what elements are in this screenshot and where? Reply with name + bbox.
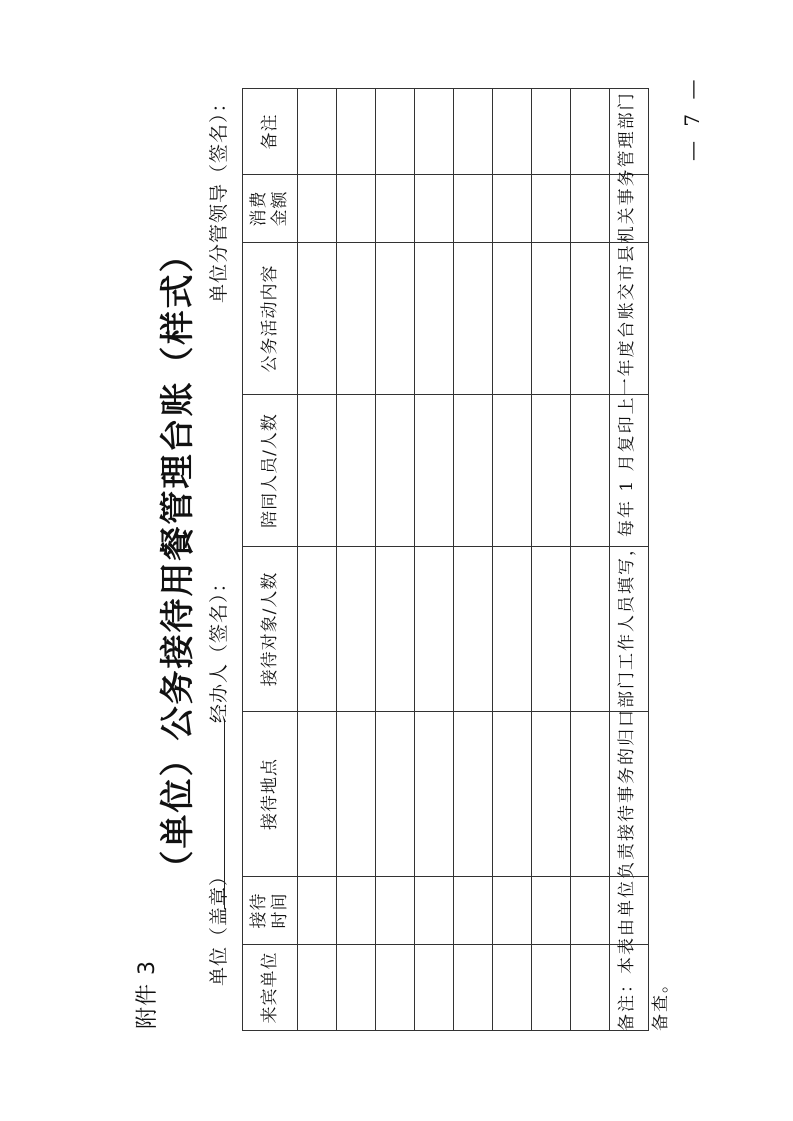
table-cell[interactable] [532,395,571,547]
table-cell[interactable] [337,175,376,243]
table-row [532,89,571,1031]
table-cell[interactable] [337,89,376,175]
table-cell[interactable] [532,547,571,712]
table-cell[interactable] [337,945,376,1031]
attachment-label: 附件 3 [135,960,160,1029]
table-cell[interactable] [337,712,376,877]
header-accompany-count: 陪同人员/人数 [243,395,298,547]
table-cell[interactable] [493,547,532,712]
table-cell[interactable] [571,945,610,1031]
table-cell[interactable] [454,547,493,712]
table-cell[interactable] [376,175,415,243]
table-cell[interactable] [298,877,337,945]
header-remarks: 备注 [243,89,298,175]
table-cell[interactable] [376,243,415,395]
table-cell[interactable] [571,243,610,395]
table-cell[interactable] [454,89,493,175]
unit-seal-field: 单位（盖章） [208,865,230,986]
table-cell[interactable] [454,243,493,395]
table-cell[interactable] [493,175,532,243]
table-cell[interactable] [493,877,532,945]
table-cell[interactable] [298,89,337,175]
table-cell[interactable] [532,945,571,1031]
table-cell[interactable] [415,945,454,1031]
table-row [415,89,454,1031]
table-cell[interactable] [571,547,610,712]
table-cell[interactable] [532,243,571,395]
table-cell[interactable] [532,877,571,945]
table-cell[interactable] [337,877,376,945]
table-cell[interactable] [415,175,454,243]
table-row [298,89,337,1031]
table-cell[interactable] [571,712,610,877]
table-cell[interactable] [376,712,415,877]
table-cell[interactable] [376,395,415,547]
table-cell[interactable] [493,243,532,395]
table-cell[interactable] [298,712,337,877]
table-cell[interactable] [493,89,532,175]
table-row [571,89,610,1031]
header-reception-time: 接待时间 [243,877,298,945]
table-body [298,89,649,1031]
table-cell[interactable] [415,877,454,945]
table-cell[interactable] [415,712,454,877]
table-cell[interactable] [571,395,610,547]
table-cell[interactable] [337,395,376,547]
page-title: （单位）公务接待用餐管理台账（样式） [158,236,198,885]
leader-signature-field: 单位分管领导（签名）： [208,92,230,303]
header-reception-target-count: 接待对象/人数 [243,547,298,712]
unit-signature-rule [224,719,225,909]
table-cell[interactable] [532,712,571,877]
ledger-table [242,88,649,1031]
table-cell[interactable] [337,547,376,712]
table-cell[interactable] [571,175,610,243]
table-cell[interactable] [376,89,415,175]
table-row [493,89,532,1031]
handler-signature-field: 经办人（签名）： [208,572,230,723]
table-cell[interactable] [415,547,454,712]
header-official-activity: 公务活动内容 [243,243,298,395]
table-header-row [243,89,298,1031]
table-cell[interactable] [571,89,610,175]
table-cell[interactable] [532,89,571,175]
table-cell[interactable] [454,877,493,945]
header-guest-unit: 来宾单位 [243,945,298,1031]
page-number: — 7 — [680,75,704,161]
table-cell[interactable] [376,877,415,945]
table-cell[interactable] [493,395,532,547]
header-reception-location: 接待地点 [243,712,298,877]
table-cell[interactable] [298,243,337,395]
table-cell[interactable] [415,395,454,547]
table-cell[interactable] [376,547,415,712]
table-cell[interactable] [415,89,454,175]
table-cell[interactable] [298,175,337,243]
table-cell[interactable] [454,395,493,547]
table-row [454,89,493,1031]
table-cell[interactable] [493,712,532,877]
table-cell[interactable] [493,945,532,1031]
table-cell[interactable] [454,175,493,243]
table-cell[interactable] [376,945,415,1031]
table-cell[interactable] [454,945,493,1031]
table-cell[interactable] [298,945,337,1031]
table-cell[interactable] [337,243,376,395]
table-cell[interactable] [298,395,337,547]
table-row [337,89,376,1031]
table-cell[interactable] [415,243,454,395]
table-cell[interactable] [532,175,571,243]
table-row [376,89,415,1031]
footnote-remark: 备注：本表由单位负责接待事务的归口部门工作人员填写，每年 1 月复印上一年度台账交市县机关事务管理部门备查。 [617,91,671,1031]
header-expense-amount: 消费金额 [243,175,298,243]
table-cell[interactable] [298,547,337,712]
table-cell[interactable] [571,877,610,945]
table-cell[interactable] [454,712,493,877]
